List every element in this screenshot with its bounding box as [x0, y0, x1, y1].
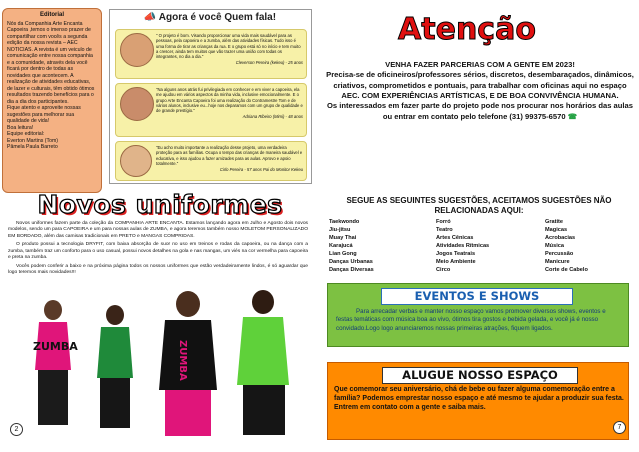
quote-author: Adriana Ribeiro (Mimi) - 48 anos	[242, 114, 303, 120]
atencao-title: Atenção	[398, 12, 536, 47]
list-item: Gratite	[545, 219, 564, 225]
paragraph: Vocês podem conferir a baixo e na próxima página todos os nossos uniformes que estão verdadeiramente lindos, é só aguardar que logo teremos mais novidades!!!	[8, 263, 308, 276]
quote-text: "Na alguns anos atrás fui privilegiada em conhecer e em viver a capoeira, ela me ajudou em vários aspectos da minha vida, inclusive emocionalmente. E o grupo Arte Encanta Capoeira foi uma realização do Contramestre Tom e de vários alunos, inclusive eu...hoje nos deparamos com um grupo de qualidade e de grande prestígio."	[156, 87, 303, 113]
avatar	[120, 145, 152, 177]
alugue-title: ALUGUE NOSSO ESPAÇO	[382, 367, 578, 384]
sugestoes-title: SEGUE AS SEGUINTES SUGESTÕES, ACEITAMOS SUGESTÕES NÃO RELACIONADAS AQUI:	[346, 196, 612, 216]
shirt-print: ZUMBA	[33, 340, 78, 353]
uniform-photos	[5, 290, 310, 440]
list-item: Muay Thai	[329, 234, 357, 241]
quote-card	[115, 29, 307, 79]
quem-fala-box	[109, 9, 312, 184]
megaphone-icon: 📣	[143, 12, 157, 23]
list-item: Karajucá	[329, 242, 353, 249]
list-item: Meio Ambiente	[436, 258, 476, 265]
paragraph: O produto possui a tecnologia DRYFIT, com baixa absorção de suor no uso em treinos e rodas da capoeira, ou na dança com a zumba, também traz um conforto para o uso casual, possui novos detalhes na gola e nas mangas, um viés na cor vermelha para capoeira e preta na zumba.	[8, 242, 308, 261]
editorial-closing: Boa leitura!	[7, 124, 34, 131]
list-item: Magicas	[545, 226, 568, 233]
quote-text: "Eu acho muito importante a realização desse projeto, uma verdadeira proteção para as famílias. Ocupa o tempo das crianças de maneira saudável e educativa, e isso ajudou a fazer amizades para as aulas. Aprovo e apoio totalmente."	[156, 145, 303, 166]
paragraph: Novos uniformes fazem parte da coleção da COMPANHIA ARTE ENCANTA. Estamos lançando agora em Julho e Agosto dois novos modelos, sendo um para CAPOEIRA e um para nossas aulas de ZUMBA, e agora teremos também nosso MOLETOM PERSONALIZADO EM BORDADO, além das camisas tradicionais em PRETO e MANGAS COMPRIDAS.	[8, 221, 308, 239]
sugestoes-column-3	[545, 219, 588, 275]
list-item: Acrobacias	[545, 234, 576, 241]
list-item: Atividades Rítmicas	[436, 242, 490, 249]
list-item: Taekwondo	[329, 219, 360, 225]
editorial-box	[2, 8, 102, 193]
model-figure	[35, 300, 71, 425]
page-number: 7	[613, 421, 626, 434]
alugue-section	[327, 362, 629, 440]
eventos-shows-section	[327, 283, 629, 347]
atencao-headline: VENHA FAZER PARCERIAS COM A GENTE EM 2023!	[385, 60, 575, 69]
list-item: Lian Gong	[329, 250, 357, 257]
list-item: Danças Urbanas	[329, 258, 373, 265]
atencao-text	[326, 60, 634, 122]
eventos-shows-text: Para arrecadar verbas e manter nosso espaço vamos promover diversos shows, eventos e festas temáticas com música boa ao vivo, ótimos tira gostos e bebida gelada, e você já é nosso convidado.Logo logo anunciaremos nossas primeiras atrações, fiquem ligados.	[336, 308, 606, 332]
editorial-member: Pâmela Paula Barreto	[7, 144, 58, 150]
uniform-photos-illustration	[5, 290, 310, 440]
list-item: Danças Diversas	[329, 266, 374, 273]
atencao-contact: Os interessados em fazer parte do projeto pode nos procurar nos horários das aulas ou entrar em contato pelo telefone (31) 99375-6570 ☎	[327, 101, 633, 121]
list-item: Percussão	[545, 250, 574, 257]
alugue-text: Que comemorar seu aniversário, chá de bebe ou fazer alguma comemoração entre a família? Podemos emprestar nosso espaço e até mesmo te ajudar a produzir sua festa. Entrem em contato com a gente e saiba mais.	[334, 386, 624, 412]
eventos-shows-title: EVENTOS E SHOWS	[381, 288, 573, 305]
list-item: Manicure	[545, 258, 570, 265]
quote-author: Cirlo Pereira - 57 anos Pai do Monitor Kekeu	[219, 167, 303, 172]
list-item: Artes Cênicas	[436, 234, 474, 241]
quote-text: " O projeto é bom. Visando proporcionar uma vida mais saudável para as pessoas, pela capoeira e a zumba, além das atividades físicas. Tudo isso é uma forma de tirar as crianças da rua. E o grupo está só no início e tem muito a crescer, ainda tem muitos que vão trazer uma união com todas os integrantes, no dia a dia."	[156, 33, 301, 59]
novos-uniformes-title: Novos uniformes	[37, 190, 283, 219]
novos-uniformes-text	[8, 221, 308, 279]
sugestoes-column-2	[436, 219, 489, 275]
editorial-member: Everton Martins (Tom)	[7, 137, 59, 144]
list-item: Teatro	[436, 226, 453, 233]
list-item: Corte de Cabelo	[545, 266, 588, 273]
avatar	[120, 33, 154, 67]
page-number: 2	[10, 423, 23, 436]
list-item: Música	[545, 242, 564, 249]
editorial-body: Nós da Companhia Arte Encanta Capoeira ,temos o imenso prazer de compartilhar com vocês a segunda edição da nossa revista – AEC NOTICIAS. A revista é um veiculo de comunicação entre nossa companhia e a comunidade, através dela você ficará por dentro de todas as novidades que acontecem. A realização de atividades educativas, de lazer e culturais, têm obtido ótimos resultados trazendo benefícios para o dia a dia dos participantes.	[7, 20, 95, 105]
quote-card	[115, 83, 307, 137]
quem-fala-title: 📣 Agora é você Quem fala!	[143, 12, 277, 23]
editorial-title: Editorial	[39, 12, 64, 18]
avatar	[120, 87, 154, 121]
list-item: Circo	[436, 266, 451, 273]
list-item: Jiu-jitsu	[329, 226, 351, 233]
svg-text:ZUMBA: ZUMBA	[177, 340, 188, 381]
list-item: Jogos Teatrais	[436, 250, 476, 257]
sugestoes-column-1	[329, 219, 374, 275]
whatsapp-icon: ☎	[567, 111, 578, 121]
quote-author: Cleverson Pereira (kekeu) - 25 anos	[235, 60, 303, 66]
list-item: Forró	[436, 219, 451, 225]
atencao-paragraph: Precisa-se de oficineiros/professores sérios, discretos, desembaraçados, dinâmicos, criativos, comprometidos e pontuais, para trabalhar com oficinas aqui no espaço AEC. COM EXPERIÊNCIAS ARTÍSTICAS, E DE BOA CONVIVÊNCIA HUMANA.	[326, 70, 634, 100]
editorial-team-label: Equipe editorial:	[7, 131, 45, 137]
editorial-body-2: Fique atento e aproveite nossas sugestões para melhorar sua qualidade de vida!	[7, 105, 81, 124]
quote-card	[115, 141, 307, 181]
